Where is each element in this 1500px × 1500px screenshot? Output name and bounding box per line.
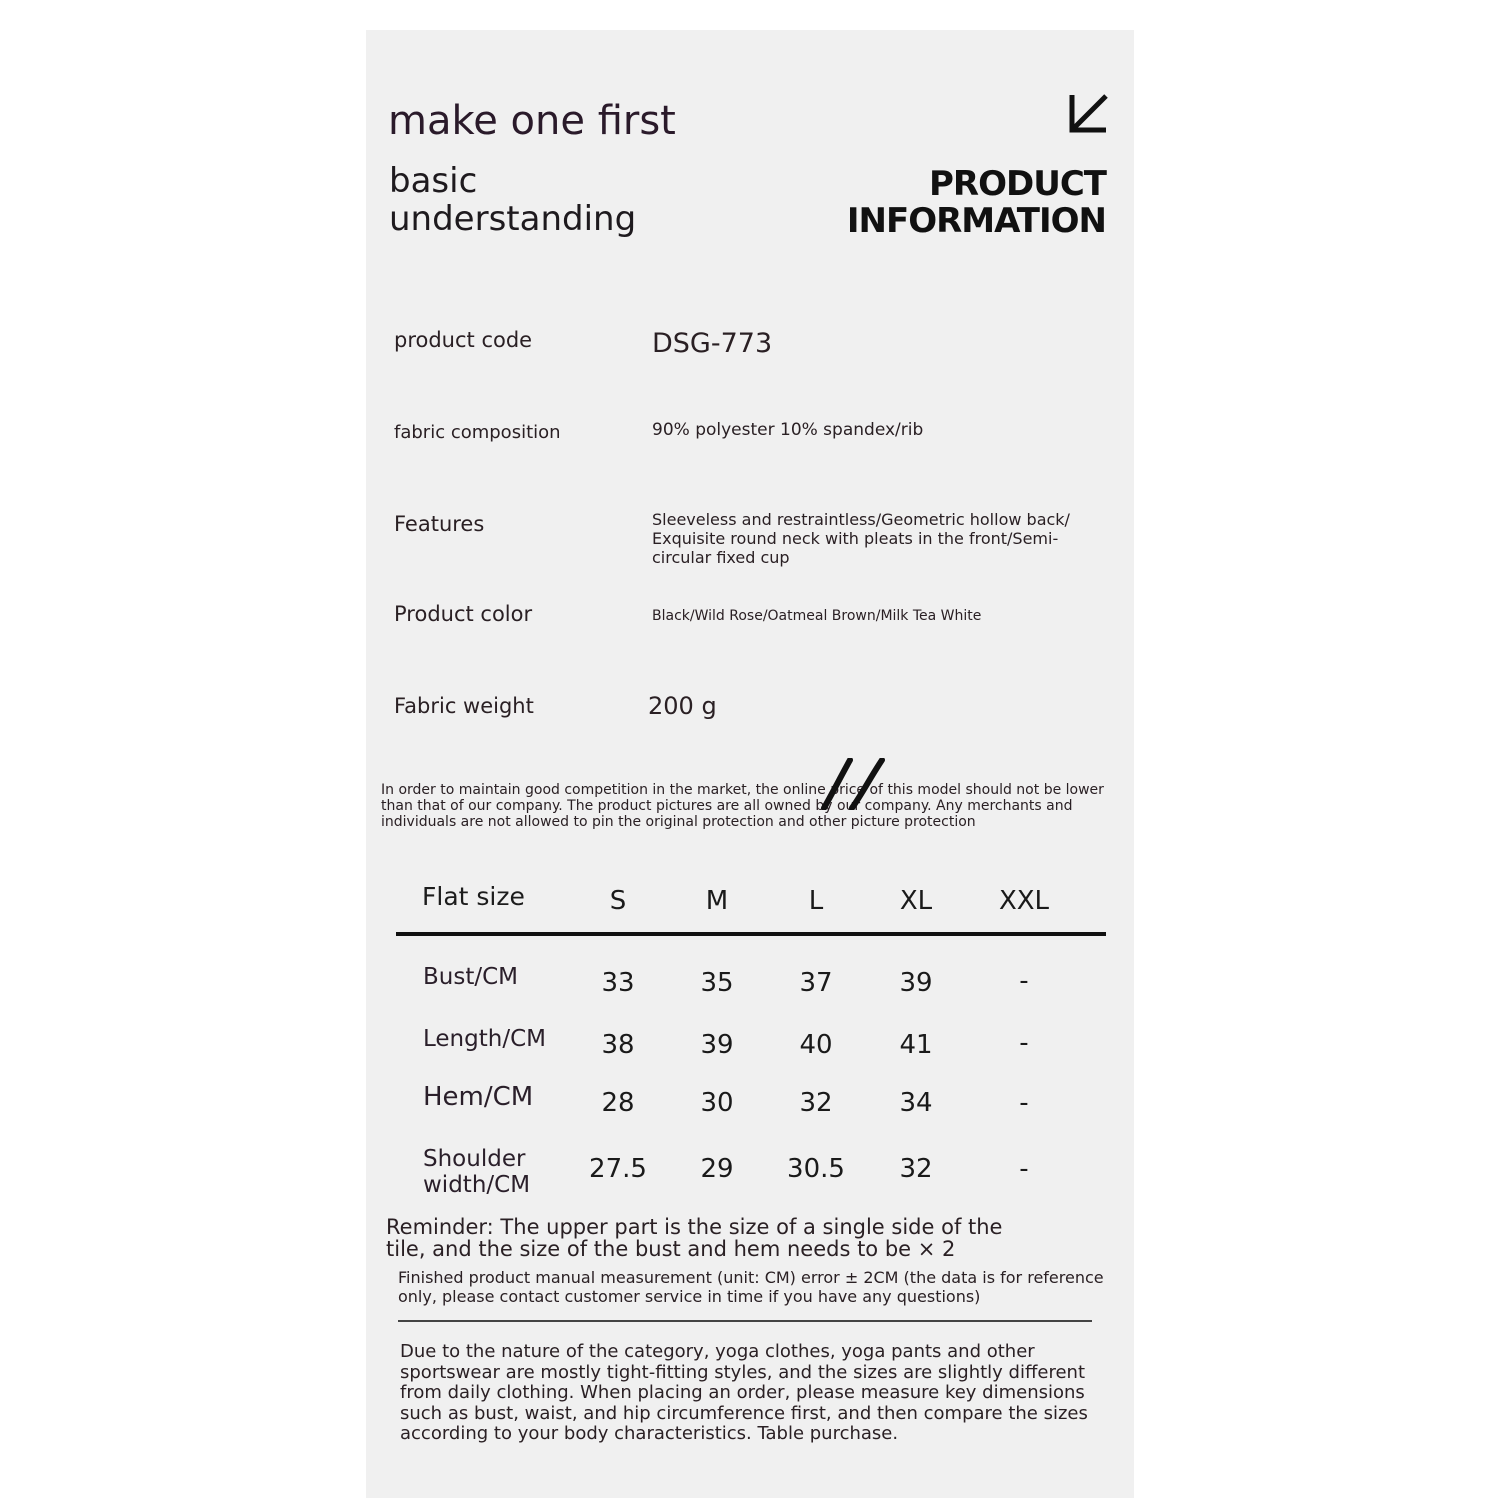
- table-row-label: Shoulder width/CM: [423, 1146, 531, 1198]
- table-cell: 38: [601, 1030, 635, 1060]
- table-cell: 30: [700, 1088, 734, 1118]
- fabric-composition-value: 90% polyester 10% spandex/rib: [652, 420, 924, 440]
- table-cell: -: [1019, 1088, 1029, 1118]
- features-value: Sleeveless and restraintless/Geometric hollow back/ Exquisite round neck with pleats in the front/Semi-circular fixed cup: [652, 510, 1070, 567]
- features-label: Features: [394, 512, 485, 536]
- table-cell: 39: [700, 1030, 734, 1060]
- table-cell: 37: [799, 968, 833, 998]
- table-cell: 32: [899, 1154, 933, 1184]
- table-cell: 34: [899, 1088, 933, 1118]
- size-header-xxl: XXL: [998, 886, 1050, 916]
- table-cell: -: [1019, 1028, 1029, 1058]
- table-cell: 28: [601, 1088, 635, 1118]
- table-cell: 41: [899, 1030, 933, 1060]
- table-cell: 33: [601, 968, 635, 998]
- table-cell: 30.5: [787, 1154, 845, 1184]
- flat-size-header: Flat size: [422, 882, 525, 911]
- size-header-xl: XL: [899, 886, 933, 916]
- arrow-down-left-icon: [1066, 92, 1110, 136]
- price-notice: In order to maintain good competition in the market, the online price of this model should not be lower than that of our company. The product pictures are all owned by our company. Any merchants and individuals are not allowed to pin the original protection and other picture protection: [381, 782, 1104, 830]
- table-cell: 29: [700, 1154, 734, 1184]
- product-code-value: DSG-773: [652, 328, 773, 359]
- size-header-m: M: [705, 886, 729, 916]
- size-header-l: L: [808, 886, 824, 916]
- table-row-label: Hem/CM: [423, 1082, 534, 1112]
- product-info-card: [366, 30, 1134, 1498]
- reminder-note: Reminder: The upper part is the size of a single side of the tile, and the size of the bust and hem needs to be × 2: [386, 1215, 1003, 1261]
- double-slash-icon: [818, 758, 888, 810]
- fabric-weight-label: Fabric weight: [394, 694, 534, 718]
- table-cell: -: [1019, 1154, 1029, 1184]
- table-cell: 40: [799, 1030, 833, 1060]
- product-color-label: Product color: [394, 602, 533, 626]
- table-cell: 35: [700, 968, 734, 998]
- subtitle: basic understanding: [389, 161, 637, 239]
- table-divider: [396, 932, 1106, 936]
- table-row-label: Length/CM: [423, 1026, 546, 1052]
- table-row-label: Bust/CM: [423, 964, 519, 990]
- table-cell: 39: [899, 968, 933, 998]
- product-color-value: Black/Wild Rose/Oatmeal Brown/Milk Tea White: [652, 608, 982, 624]
- section-divider: [398, 1320, 1092, 1322]
- table-cell: 27.5: [589, 1154, 647, 1184]
- measurement-note: Finished product manual measurement (unit: CM) error ± 2CM (the data is for reference only, please contact customer service in time if you have any questions): [398, 1268, 1104, 1306]
- table-cell: -: [1019, 966, 1029, 996]
- table-cell: 32: [799, 1088, 833, 1118]
- category-note: Due to the nature of the category, yoga clothes, yoga pants and other sportswear are mostly tight-fitting styles, and the sizes are slightly different from daily clothing. When placing an order, please measure key dimensions such as bust, waist, and hip circumference first, and then compare the sizes according to your body characteristics. Table purchase.: [400, 1341, 1088, 1444]
- product-code-label: product code: [394, 328, 533, 352]
- page-title: PRODUCT INFORMATION: [846, 164, 1106, 241]
- size-header-s: S: [609, 886, 627, 916]
- fabric-composition-label: fabric composition: [394, 422, 561, 443]
- fabric-weight-value: 200 g: [648, 692, 717, 720]
- tagline: make one first: [388, 98, 676, 144]
